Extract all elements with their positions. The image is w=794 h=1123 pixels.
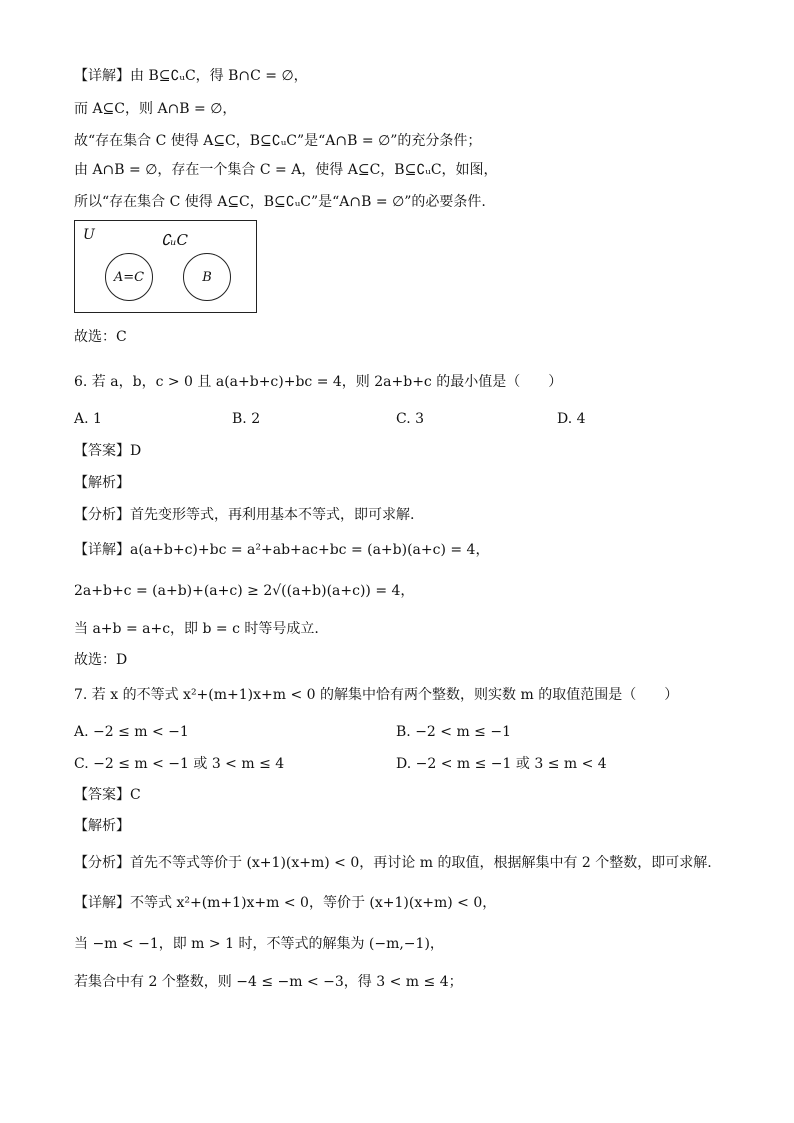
venn-diagram <box>74 220 257 313</box>
answer-select-5: 故选：C <box>74 329 127 345</box>
venn-complement-label: ∁ᵤC <box>161 231 189 249</box>
q6-detail-1: 【详解】a(a+b+c)+bc = a²+ab+ac+bc = (a+b)(a+c) = 4， <box>74 542 490 558</box>
q7-answer: 【答案】C <box>74 787 141 803</box>
q6-select: 故选：D <box>74 652 128 668</box>
q7-option-c: C. −2 ≤ m < −1 或 3 < m ≤ 4 <box>74 756 285 772</box>
q7-option-d: D. −2 < m ≤ −1 或 3 ≤ m < 4 <box>396 756 607 772</box>
detail-line-3: 故“存在集合 C 使得 A⊆C，B⊆∁ᵤC”是“A∩B = ∅”的充分条件； <box>74 133 482 149</box>
q6-option-c: C. 3 <box>396 411 425 427</box>
q6-option-d: D. 4 <box>557 411 586 427</box>
q6-detail-3: 当 a+b = a+c，即 b = c 时等号成立. <box>74 621 319 637</box>
q7-detail-2: 当 −m < −1，即 m > 1 时，不等式的解集为 (−m,−1)， <box>74 936 444 952</box>
q6-detail-2: 2a+b+c = (a+b)+(a+c) ≥ 2√((a+b)(a+c)) = 4， <box>74 583 415 599</box>
venn-circle-a-c <box>105 253 153 301</box>
venn-circle-b <box>183 253 231 301</box>
detail-line-5: 所以“存在集合 C 使得 A⊆C，B⊆∁ᵤC”是“A∩B = ∅”的必要条件. <box>74 194 486 210</box>
q6-analysis: 【分析】首先变形等式，再利用基本不等式，即可求解. <box>74 507 415 523</box>
detail-line-1: 【详解】由 B⊆∁ᵤC，得 B∩C = ∅， <box>74 68 308 84</box>
q6-answer: 【答案】D <box>74 443 142 459</box>
detail-line-4: 由 A∩B = ∅，存在一个集合 C = A，使得 A⊆C，B⊆∁ᵤC，如图， <box>74 162 498 178</box>
q7-detail-3: 若集合中有 2 个整数，则 −4 ≤ −m < −3，得 3 < m ≤ 4； <box>74 974 463 990</box>
detail-line-2: 而 A⊆C，则 A∩B = ∅， <box>74 101 237 117</box>
question-6: 6. 若 a，b，c > 0 且 a(a+b+c)+bc = 4，则 2a+b+c 的最小值是（ ） <box>74 374 563 390</box>
venn-universe-label: U <box>83 227 95 243</box>
venn-circle-b-label: B <box>202 269 212 285</box>
q7-option-b: B. −2 < m ≤ −1 <box>396 724 512 740</box>
q7-jiexi: 【解析】 <box>74 818 130 834</box>
q6-jiexi: 【解析】 <box>74 475 130 491</box>
q6-option-b: B. 2 <box>232 411 261 427</box>
q6-option-a: A. 1 <box>74 411 102 427</box>
q7-option-a: A. −2 ≤ m < −1 <box>74 724 189 740</box>
question-7: 7. 若 x 的不等式 x²+(m+1)x+m < 0 的解集中恰有两个整数，则实数 m 的取值范围是（ ） <box>74 687 679 703</box>
venn-circle-a-c-label: A=C <box>113 269 145 285</box>
q7-analysis: 【分析】首先不等式等价于 (x+1)(x+m) < 0，再讨论 m 的取值，根据解集中有 2 个整数，即可求解. <box>74 855 712 871</box>
q7-detail-1: 【详解】不等式 x²+(m+1)x+m < 0，等价于 (x+1)(x+m) < 0， <box>74 895 497 911</box>
